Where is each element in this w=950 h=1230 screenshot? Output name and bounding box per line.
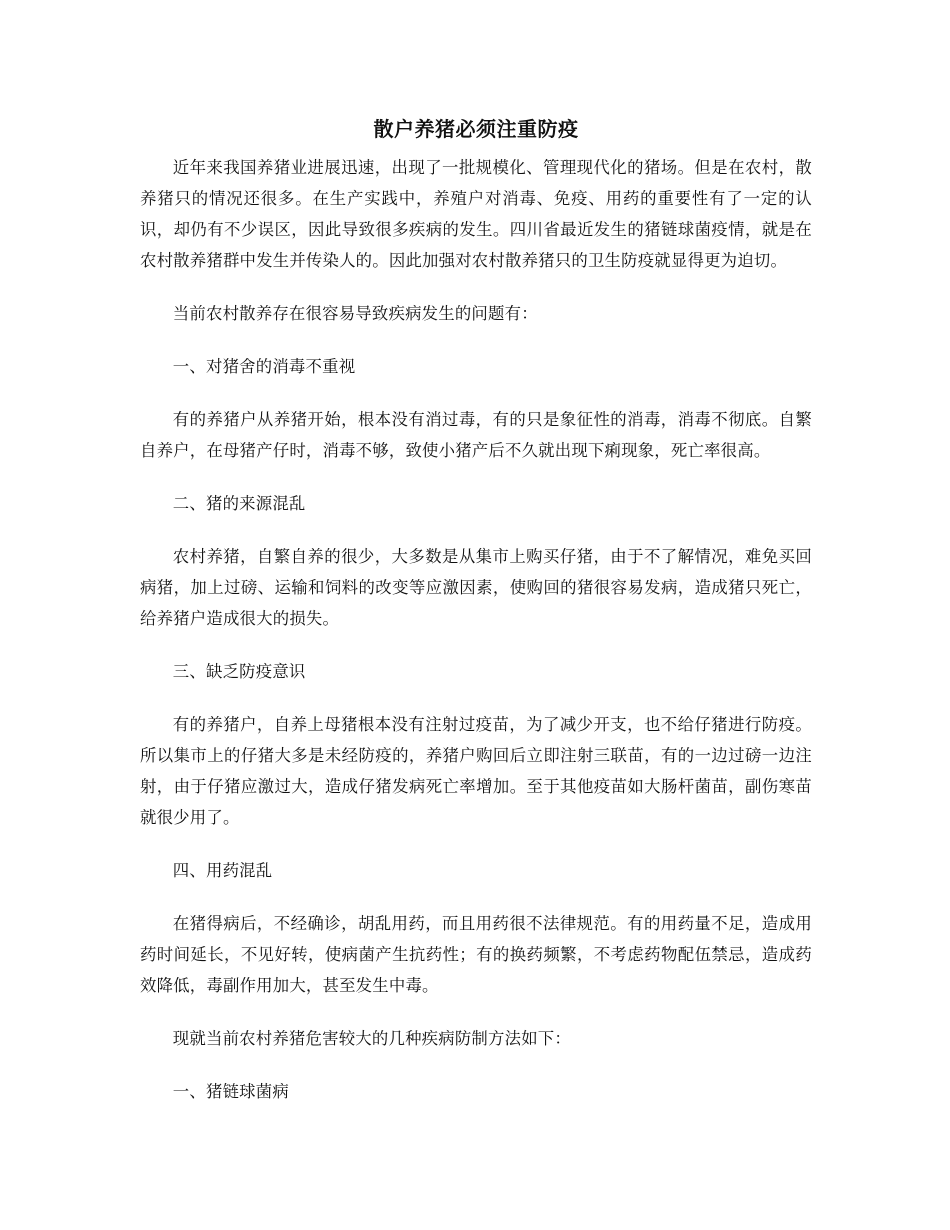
document-body: [140, 114, 812, 1107]
disinfection-paragraph: 有的养猪户从养猪开始，根本没有消过毒，有的只是象征性的消毒，消毒不彻底。自繁自养户，在母猪产仔时，消毒不够，致使小猪产后不久就出现下痢现象，死亡率很高。: [140, 410, 812, 460]
section-heading-awareness: 三、缺乏防疫意识: [172, 662, 306, 681]
source-paragraph: 农村养猪，自繁自养的很少，大多数是从集市上购买仔猪，由于不了解情况，难免买回病猪，加上过磅、运输和饲料的改变等应激因素，使购回的猪很容易发病，造成猪只死亡，给养猪户造成很大的损失。: [140, 547, 812, 628]
medication-paragraph: 在猪得病后，不经确诊，胡乱用药，而且用药很不法律规范。有的用药量不足，造成用药时间延长，不见好转，使病菌产生抗药性；有的换药频繁，不考虑药物配伍禁忌，造成药效降低，毒副作用加大，甚至发生中毒。: [140, 914, 812, 995]
document-title: 散户养猪必须注重防疫: [373, 117, 579, 141]
section-heading-disinfection: 一、对猪舍的消毒不重视: [172, 357, 356, 376]
problems-intro: 当前农村散养存在很容易导致疾病发生的问题有：: [172, 304, 538, 323]
prevention-intro: 现就当前农村养猪危害较大的几种疾病防制方法如下：: [172, 1029, 571, 1048]
section-heading-streptococcus: 一、猪链球菌病: [172, 1082, 289, 1101]
section-heading-source: 二、猪的来源混乱: [172, 494, 306, 513]
awareness-paragraph: 有的养猪户，自养上母猪根本没有注射过疫苗，为了减少开支，也不给仔猪进行防疫。所以集市上的仔猪大多是未经防疫的，养猪户购回后立即注射三联苗，有的一边过磅一边注射，由于仔猪应激过大，造成仔猪发病死亡率增加。至于其他疫苗如大肠杆菌苗，副伤寒苗就很少用了。: [140, 715, 812, 827]
section-heading-medication: 四、用药混乱: [172, 861, 273, 880]
intro-paragraph: 近年来我国养猪业进展迅速，出现了一批规模化、管理现代化的猪场。但是在农村，散养猪只的情况还很多。在生产实践中，养殖户对消毒、免疫、用药的重要性有了一定的认识，却仍有不少误区，因此导致很多疾病的发生。四川省最近发生的猪链球菌疫情，就是在农村散养猪群中发生并传染人的。因此加强对农村散养猪只的卫生防疫就显得更为迫切。: [140, 158, 812, 270]
